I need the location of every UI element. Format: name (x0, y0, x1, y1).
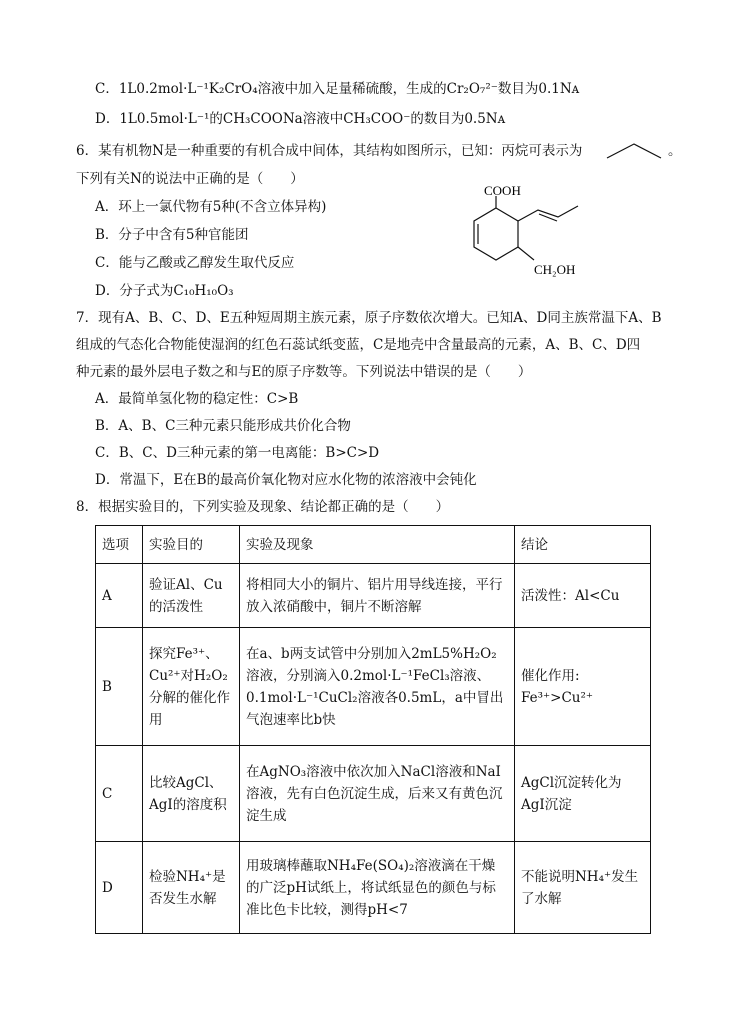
q6-option-d: D．分子式为C₁₀H₁₀O₃ (95, 283, 234, 299)
q8-stem: 8．根据实验目的，下列实验及现象、结论都正确的是（ ） (76, 499, 450, 515)
q7-stem-line3: 种元素的最外层电子数之和与E的原子序数等。下列说法中错误的是（ ） (76, 364, 532, 380)
ch2oh-label: CH₂OH (534, 262, 576, 277)
row-a-procedure: 将相同大小的铜片、铝片用导线连接，平行放入浓硝酸中，铜片不断溶解 (240, 564, 515, 628)
q7-stem-line2: 组成的气态化合物能使湿润的红色石蕊试纸变蓝，C是地壳中含量最高的元素，A、B、C、D四 (76, 337, 641, 353)
table-row (96, 628, 651, 746)
q7-stem-line1: 7．现有A、B、C、D、E五种短周期主族元素，原子序数依次增大。已知A、D同主族常温下A、B (76, 310, 662, 326)
q7-option-c: C．B、C、D三种元素的第一电离能：B>C>D (95, 445, 380, 461)
row-d-procedure: 用玻璃棒蘸取NH₄Fe(SO₄)₂溶液滴在干燥的广泛pH试纸上，将试纸显色的颜色与标准比色卡比较，测得pH<7 (240, 842, 515, 934)
row-c-procedure: 在AgNO₃溶液中依次加入NaCl溶液和NaI溶液，先有白色沉淀生成，后来又有黄色沉淀生成 (240, 746, 515, 842)
row-d-conclusion: 不能说明NH₄⁺发生了水解 (515, 842, 651, 934)
row-d-option: D (96, 842, 143, 934)
header-option: 选项 (96, 526, 143, 564)
cooh-label: COOH (484, 184, 521, 198)
q6-option-c: C．能与乙酸或乙醇发生取代反应 (95, 255, 295, 271)
row-a-conclusion: 活泼性：Al<Cu (515, 564, 651, 628)
row-b-conclusion: 催化作用: Fe³⁺>Cu²⁺ (515, 628, 651, 746)
q7-option-a: A．最简单氢化物的稳定性：C>B (95, 391, 299, 407)
q6-option-b: B．分子中含有5种官能团 (95, 227, 249, 243)
row-c-conclusion: AgCl沉淀转化为AgI沉淀 (515, 746, 651, 842)
q7-option-b: B．A、B、C三种元素只能形成共价化合物 (95, 418, 351, 434)
row-b-purpose: 探究Fe³⁺、Cu²⁺对H₂O₂分解的催化作用 (143, 628, 240, 746)
header-purpose: 实验目的 (143, 526, 240, 564)
table-row (96, 746, 651, 842)
row-b-procedure: 在a、b两支试管中分别加入2mL5%H₂O₂溶液，分别滴入0.2mol·L⁻¹FeCl₃溶液、0.1mol·L⁻¹CuCl₂溶液各0.5mL，a中冒出气泡速率比b快 (240, 628, 515, 746)
row-b-option: B (96, 628, 143, 746)
q5-option-d: D．1L0.5mol·L⁻¹的CH₃COONa溶液中CH₃COO⁻的数目为0.5Nᴀ (95, 111, 506, 127)
propane-skeletal-icon (604, 140, 664, 162)
experiment-table (95, 525, 651, 934)
q6-stem-end: 。 (668, 143, 682, 159)
q6-option-a: A．环上一氯代物有5种(不含立体异构) (95, 199, 327, 215)
q6-stem-line2: 下列有关N的说法中正确的是（ ） (76, 171, 304, 187)
molecule-n-structure (460, 184, 600, 284)
q7-option-d: D．常温下，E在B的最高价氧化物对应水化物的浓溶液中会钝化 (95, 472, 477, 488)
row-a-purpose: 验证Al、Cu的活泼性 (143, 564, 240, 628)
header-conclusion: 结论 (515, 526, 651, 564)
table-row (96, 564, 651, 628)
q5-option-c: C．1L0.2mol·L⁻¹K₂CrO₄溶液中加入足量稀硫酸，生成的Cr₂O₇²⁻数目为0.1Nᴀ (95, 81, 580, 97)
q6-stem-line1 (76, 142, 582, 160)
row-d-purpose: 检验NH₄⁺是否发生水解 (143, 842, 240, 934)
q6-stem-text: 6．某有机物N是一种重要的有机合成中间体，其结构如图所示，已知：丙烷可表示为 (76, 143, 583, 159)
table-header-row (96, 526, 651, 564)
row-a-option: A (96, 564, 143, 628)
row-c-option: C (96, 746, 143, 842)
header-procedure: 实验及现象 (240, 526, 515, 564)
table-row (96, 842, 651, 934)
row-c-purpose: 比较AgCl、AgI的溶度积 (143, 746, 240, 842)
